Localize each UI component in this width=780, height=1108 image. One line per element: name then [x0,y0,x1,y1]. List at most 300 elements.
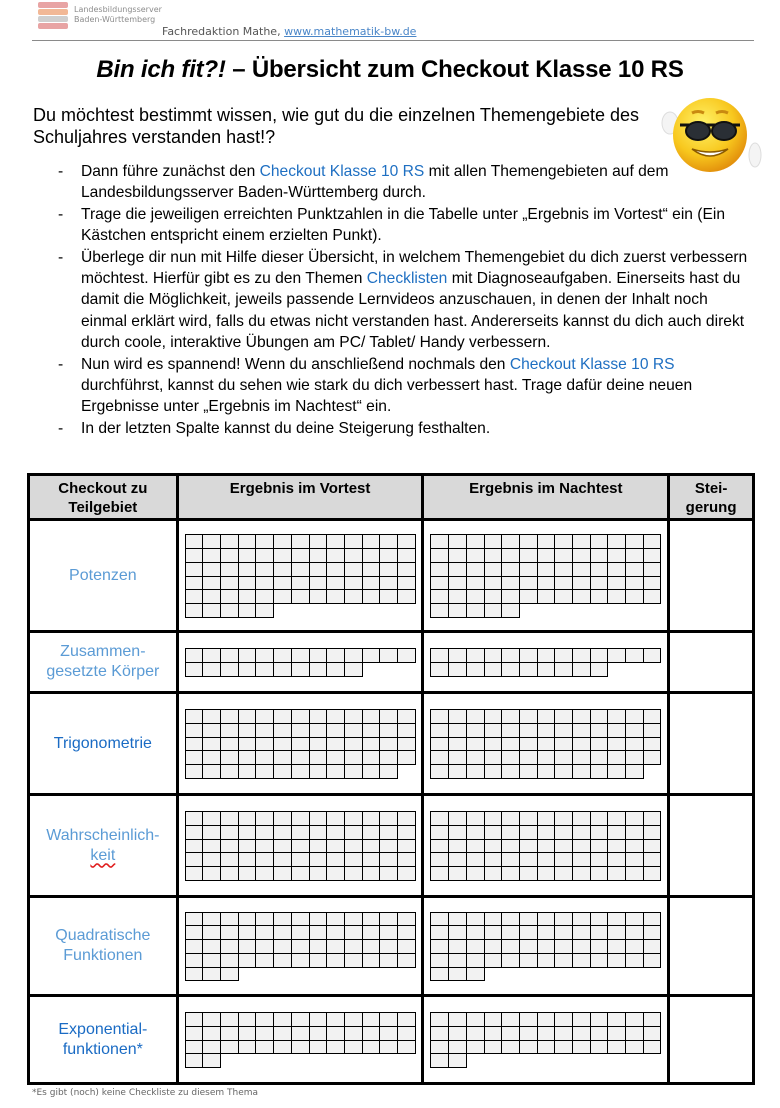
point-checkbox[interactable] [448,764,467,779]
point-checkbox[interactable] [519,939,538,954]
point-checkbox[interactable] [590,764,609,779]
point-checkbox[interactable] [643,1026,662,1041]
point-checkbox[interactable] [202,648,221,663]
point-checkbox[interactable] [344,648,363,663]
point-checkbox[interactable] [554,662,573,677]
point-checkbox[interactable] [344,925,363,940]
point-checkbox[interactable] [554,534,573,549]
point-checkbox[interactable] [397,925,416,940]
point-checkbox[interactable] [448,939,467,954]
point-checkbox[interactable] [273,662,292,677]
point-checkbox[interactable] [362,925,381,940]
point-checkbox[interactable] [519,737,538,752]
point-checkbox[interactable] [185,1026,204,1041]
point-checkbox[interactable] [590,811,609,826]
point-checkbox[interactable] [273,764,292,779]
point-checkbox[interactable] [466,825,485,840]
point-checkbox[interactable] [238,723,257,738]
point-checkbox[interactable] [607,866,626,881]
point-checkbox[interactable] [484,852,503,867]
point-checkbox[interactable] [430,662,449,677]
point-checkbox[interactable] [572,723,591,738]
point-checkbox[interactable] [379,709,398,724]
point-checkbox[interactable] [220,925,239,940]
checklisten-link[interactable]: Checklisten [366,270,448,288]
point-checkbox[interactable] [448,866,467,881]
point-checkbox[interactable] [501,811,520,826]
point-checkbox[interactable] [625,589,644,604]
point-checkbox[interactable] [273,723,292,738]
point-checkbox[interactable] [291,866,310,881]
point-checkbox[interactable] [484,662,503,677]
point-checkbox[interactable] [501,1040,520,1055]
point-checkbox[interactable] [466,534,485,549]
point-checkbox[interactable] [291,723,310,738]
point-checkbox[interactable] [590,939,609,954]
point-checkbox[interactable] [519,709,538,724]
point-checkbox[interactable] [273,852,292,867]
point-checkbox[interactable] [344,1012,363,1027]
point-checkbox[interactable] [220,709,239,724]
point-checkbox[interactable] [255,825,274,840]
point-checkbox[interactable] [448,825,467,840]
point-checkbox[interactable] [466,648,485,663]
point-checkbox[interactable] [291,737,310,752]
point-checkbox[interactable] [220,534,239,549]
point-checkbox[interactable] [625,912,644,927]
point-checkbox[interactable] [220,562,239,577]
point-checkbox[interactable] [484,723,503,738]
point-checkbox[interactable] [202,852,221,867]
point-checkbox[interactable] [554,953,573,968]
point-checkbox[interactable] [607,562,626,577]
point-checkbox[interactable] [220,576,239,591]
point-checkbox[interactable] [238,534,257,549]
point-checkbox[interactable] [397,750,416,765]
point-checkbox[interactable] [590,839,609,854]
point-checkbox[interactable] [572,939,591,954]
point-checkbox[interactable] [625,1026,644,1041]
point-checkbox[interactable] [344,534,363,549]
point-checkbox[interactable] [590,534,609,549]
point-checkbox[interactable] [501,953,520,968]
point-checkbox[interactable] [255,603,274,618]
point-checkbox[interactable] [537,1026,556,1041]
point-checkbox[interactable] [466,662,485,677]
point-checkbox[interactable] [185,852,204,867]
point-checkbox[interactable] [484,925,503,940]
point-checkbox[interactable] [309,1026,328,1041]
point-checkbox[interactable] [397,912,416,927]
point-checkbox[interactable] [220,825,239,840]
point-checkbox[interactable] [344,750,363,765]
point-checkbox[interactable] [273,562,292,577]
point-checkbox[interactable] [607,1012,626,1027]
point-checkbox[interactable] [590,662,609,677]
point-checkbox[interactable] [625,852,644,867]
point-checkbox[interactable] [238,562,257,577]
point-checkbox[interactable] [273,953,292,968]
point-checkbox[interactable] [255,1040,274,1055]
point-checkbox[interactable] [326,1040,345,1055]
point-checkbox[interactable] [185,939,204,954]
point-checkbox[interactable] [430,866,449,881]
point-checkbox[interactable] [607,589,626,604]
point-checkbox[interactable] [379,953,398,968]
point-checkbox[interactable] [185,662,204,677]
point-checkbox[interactable] [448,1040,467,1055]
point-checkbox[interactable] [291,852,310,867]
point-checkbox[interactable] [590,589,609,604]
point-checkbox[interactable] [448,1012,467,1027]
point-checkbox[interactable] [572,562,591,577]
point-checkbox[interactable] [238,548,257,563]
point-checkbox[interactable] [466,576,485,591]
point-checkbox[interactable] [501,534,520,549]
point-checkbox[interactable] [238,939,257,954]
point-checkbox[interactable] [362,534,381,549]
point-checkbox[interactable] [202,662,221,677]
point-checkbox[interactable] [448,953,467,968]
point-checkbox[interactable] [326,709,345,724]
point-checkbox[interactable] [519,562,538,577]
point-checkbox[interactable] [554,925,573,940]
point-checkbox[interactable] [202,737,221,752]
point-checkbox[interactable] [273,811,292,826]
point-checkbox[interactable] [430,1026,449,1041]
point-checkbox[interactable] [326,562,345,577]
point-checkbox[interactable] [590,1026,609,1041]
point-checkbox[interactable] [309,534,328,549]
point-checkbox[interactable] [326,852,345,867]
point-checkbox[interactable] [590,576,609,591]
point-checkbox[interactable] [291,925,310,940]
point-checkbox[interactable] [238,811,257,826]
point-checkbox[interactable] [202,576,221,591]
point-checkbox[interactable] [519,534,538,549]
point-checkbox[interactable] [326,750,345,765]
point-checkbox[interactable] [238,764,257,779]
point-checkbox[interactable] [625,1040,644,1055]
point-checkbox[interactable] [572,764,591,779]
point-checkbox[interactable] [484,589,503,604]
point-checkbox[interactable] [501,648,520,663]
point-checkbox[interactable] [484,548,503,563]
point-checkbox[interactable] [397,534,416,549]
point-checkbox[interactable] [255,939,274,954]
point-checkbox[interactable] [291,648,310,663]
point-checkbox[interactable] [326,737,345,752]
point-checkbox[interactable] [625,750,644,765]
point-checkbox[interactable] [519,1026,538,1041]
point-checkbox[interactable] [273,576,292,591]
point-checkbox[interactable] [397,548,416,563]
point-checkbox[interactable] [430,953,449,968]
point-checkbox[interactable] [273,825,292,840]
point-checkbox[interactable] [572,662,591,677]
point-checkbox[interactable] [185,912,204,927]
point-checkbox[interactable] [326,723,345,738]
point-checkbox[interactable] [484,953,503,968]
point-checkbox[interactable] [220,852,239,867]
point-checkbox[interactable] [309,866,328,881]
point-checkbox[interactable] [397,866,416,881]
point-checkbox[interactable] [291,1012,310,1027]
point-checkbox[interactable] [519,662,538,677]
point-checkbox[interactable] [607,764,626,779]
point-checkbox[interactable] [326,825,345,840]
point-checkbox[interactable] [255,723,274,738]
point-checkbox[interactable] [519,1040,538,1055]
point-checkbox[interactable] [185,603,204,618]
point-checkbox[interactable] [607,548,626,563]
checkout-klasse-10-link[interactable]: Checkout Klasse 10 RS [259,163,425,180]
point-checkbox[interactable] [202,548,221,563]
point-checkbox[interactable] [291,1026,310,1041]
point-checkbox[interactable] [590,1012,609,1027]
point-checkbox[interactable] [309,576,328,591]
point-checkbox[interactable] [537,723,556,738]
point-checkbox[interactable] [220,1026,239,1041]
point-checkbox[interactable] [572,852,591,867]
point-checkbox[interactable] [554,589,573,604]
point-checkbox[interactable] [397,939,416,954]
point-checkbox[interactable] [501,603,520,618]
point-checkbox[interactable] [448,852,467,867]
point-checkbox[interactable] [466,1040,485,1055]
point-checkbox[interactable] [344,866,363,881]
point-checkbox[interactable] [448,576,467,591]
point-checkbox[interactable] [607,912,626,927]
point-checkbox[interactable] [397,839,416,854]
point-checkbox[interactable] [643,648,662,663]
point-checkbox[interactable] [309,925,328,940]
point-checkbox[interactable] [430,939,449,954]
point-checkbox[interactable] [291,534,310,549]
point-checkbox[interactable] [430,576,449,591]
point-checkbox[interactable] [238,912,257,927]
point-checkbox[interactable] [430,534,449,549]
point-checkbox[interactable] [291,825,310,840]
point-checkbox[interactable] [607,534,626,549]
point-checkbox[interactable] [607,1040,626,1055]
point-checkbox[interactable] [379,737,398,752]
point-checkbox[interactable] [448,662,467,677]
point-checkbox[interactable] [501,737,520,752]
point-checkbox[interactable] [625,825,644,840]
point-checkbox[interactable] [590,925,609,940]
point-checkbox[interactable] [379,825,398,840]
point-checkbox[interactable] [379,912,398,927]
point-checkbox[interactable] [466,764,485,779]
point-checkbox[interactable] [344,839,363,854]
point-checkbox[interactable] [590,825,609,840]
point-checkbox[interactable] [255,534,274,549]
point-checkbox[interactable] [220,912,239,927]
point-checkbox[interactable] [185,839,204,854]
point-checkbox[interactable] [430,839,449,854]
point-checkbox[interactable] [519,925,538,940]
point-checkbox[interactable] [309,1040,328,1055]
point-checkbox[interactable] [238,953,257,968]
point-checkbox[interactable] [326,662,345,677]
point-checkbox[interactable] [643,912,662,927]
point-checkbox[interactable] [625,925,644,940]
point-checkbox[interactable] [379,534,398,549]
point-checkbox[interactable] [202,562,221,577]
point-checkbox[interactable] [572,925,591,940]
point-checkbox[interactable] [430,723,449,738]
point-checkbox[interactable] [572,1040,591,1055]
point-checkbox[interactable] [238,925,257,940]
point-checkbox[interactable] [572,1012,591,1027]
point-checkbox[interactable] [501,866,520,881]
point-checkbox[interactable] [309,953,328,968]
point-checkbox[interactable] [344,723,363,738]
point-checkbox[interactable] [326,912,345,927]
point-checkbox[interactable] [291,576,310,591]
point-checkbox[interactable] [326,648,345,663]
point-checkbox[interactable] [430,825,449,840]
point-checkbox[interactable] [537,825,556,840]
point-checkbox[interactable] [255,548,274,563]
point-checkbox[interactable] [220,939,239,954]
point-checkbox[interactable] [202,1040,221,1055]
point-checkbox[interactable] [326,764,345,779]
point-checkbox[interactable] [344,1040,363,1055]
point-checkbox[interactable] [344,737,363,752]
point-checkbox[interactable] [185,1012,204,1027]
point-checkbox[interactable] [379,925,398,940]
point-checkbox[interactable] [202,764,221,779]
point-checkbox[interactable] [273,1012,292,1027]
point-checkbox[interactable] [448,548,467,563]
point-checkbox[interactable] [448,839,467,854]
point-checkbox[interactable] [607,709,626,724]
point-checkbox[interactable] [255,709,274,724]
point-checkbox[interactable] [572,1026,591,1041]
point-checkbox[interactable] [430,764,449,779]
point-checkbox[interactable] [643,534,662,549]
point-checkbox[interactable] [484,1040,503,1055]
point-checkbox[interactable] [397,723,416,738]
point-checkbox[interactable] [466,839,485,854]
point-checkbox[interactable] [519,866,538,881]
point-checkbox[interactable] [220,589,239,604]
point-checkbox[interactable] [590,750,609,765]
point-checkbox[interactable] [273,1040,292,1055]
point-checkbox[interactable] [625,562,644,577]
point-checkbox[interactable] [554,1040,573,1055]
point-checkbox[interactable] [643,852,662,867]
point-checkbox[interactable] [202,953,221,968]
point-checkbox[interactable] [625,764,644,779]
point-checkbox[interactable] [273,866,292,881]
point-checkbox[interactable] [554,648,573,663]
point-checkbox[interactable] [484,576,503,591]
point-checkbox[interactable] [607,852,626,867]
point-checkbox[interactable] [554,939,573,954]
point-checkbox[interactable] [607,576,626,591]
point-checkbox[interactable] [430,1012,449,1027]
point-checkbox[interactable] [519,953,538,968]
point-checkbox[interactable] [643,825,662,840]
point-checkbox[interactable] [519,811,538,826]
point-checkbox[interactable] [466,1012,485,1027]
point-checkbox[interactable] [537,750,556,765]
point-checkbox[interactable] [220,967,239,982]
point-checkbox[interactable] [273,912,292,927]
point-checkbox[interactable] [326,576,345,591]
point-checkbox[interactable] [362,764,381,779]
point-checkbox[interactable] [220,648,239,663]
point-checkbox[interactable] [484,866,503,881]
point-checkbox[interactable] [607,750,626,765]
point-checkbox[interactable] [185,723,204,738]
point-checkbox[interactable] [309,750,328,765]
point-checkbox[interactable] [344,825,363,840]
point-checkbox[interactable] [238,750,257,765]
point-checkbox[interactable] [519,825,538,840]
point-checkbox[interactable] [537,662,556,677]
point-checkbox[interactable] [430,548,449,563]
point-checkbox[interactable] [607,825,626,840]
point-checkbox[interactable] [572,548,591,563]
point-checkbox[interactable] [185,1053,204,1068]
point-checkbox[interactable] [379,750,398,765]
point-checkbox[interactable] [554,562,573,577]
point-checkbox[interactable] [484,825,503,840]
point-checkbox[interactable] [291,548,310,563]
point-checkbox[interactable] [379,1012,398,1027]
point-checkbox[interactable] [185,764,204,779]
point-checkbox[interactable] [625,737,644,752]
point-checkbox[interactable] [643,1040,662,1055]
point-checkbox[interactable] [643,953,662,968]
point-checkbox[interactable] [554,1026,573,1041]
point-checkbox[interactable] [309,912,328,927]
point-checkbox[interactable] [537,839,556,854]
point-checkbox[interactable] [625,811,644,826]
point-checkbox[interactable] [643,839,662,854]
point-checkbox[interactable] [466,866,485,881]
gain-input-cell[interactable] [669,996,754,1084]
point-checkbox[interactable] [344,589,363,604]
point-checkbox[interactable] [344,562,363,577]
point-checkbox[interactable] [291,662,310,677]
point-checkbox[interactable] [309,589,328,604]
point-checkbox[interactable] [344,709,363,724]
point-checkbox[interactable] [448,709,467,724]
point-checkbox[interactable] [501,548,520,563]
point-checkbox[interactable] [484,750,503,765]
point-checkbox[interactable] [448,750,467,765]
point-checkbox[interactable] [537,534,556,549]
point-checkbox[interactable] [379,723,398,738]
point-checkbox[interactable] [291,811,310,826]
point-checkbox[interactable] [202,967,221,982]
point-checkbox[interactable] [484,764,503,779]
point-checkbox[interactable] [238,737,257,752]
point-checkbox[interactable] [643,548,662,563]
point-checkbox[interactable] [309,562,328,577]
point-checkbox[interactable] [202,866,221,881]
point-checkbox[interactable] [484,939,503,954]
point-checkbox[interactable] [537,576,556,591]
point-checkbox[interactable] [255,648,274,663]
point-checkbox[interactable] [607,1026,626,1041]
point-checkbox[interactable] [643,925,662,940]
